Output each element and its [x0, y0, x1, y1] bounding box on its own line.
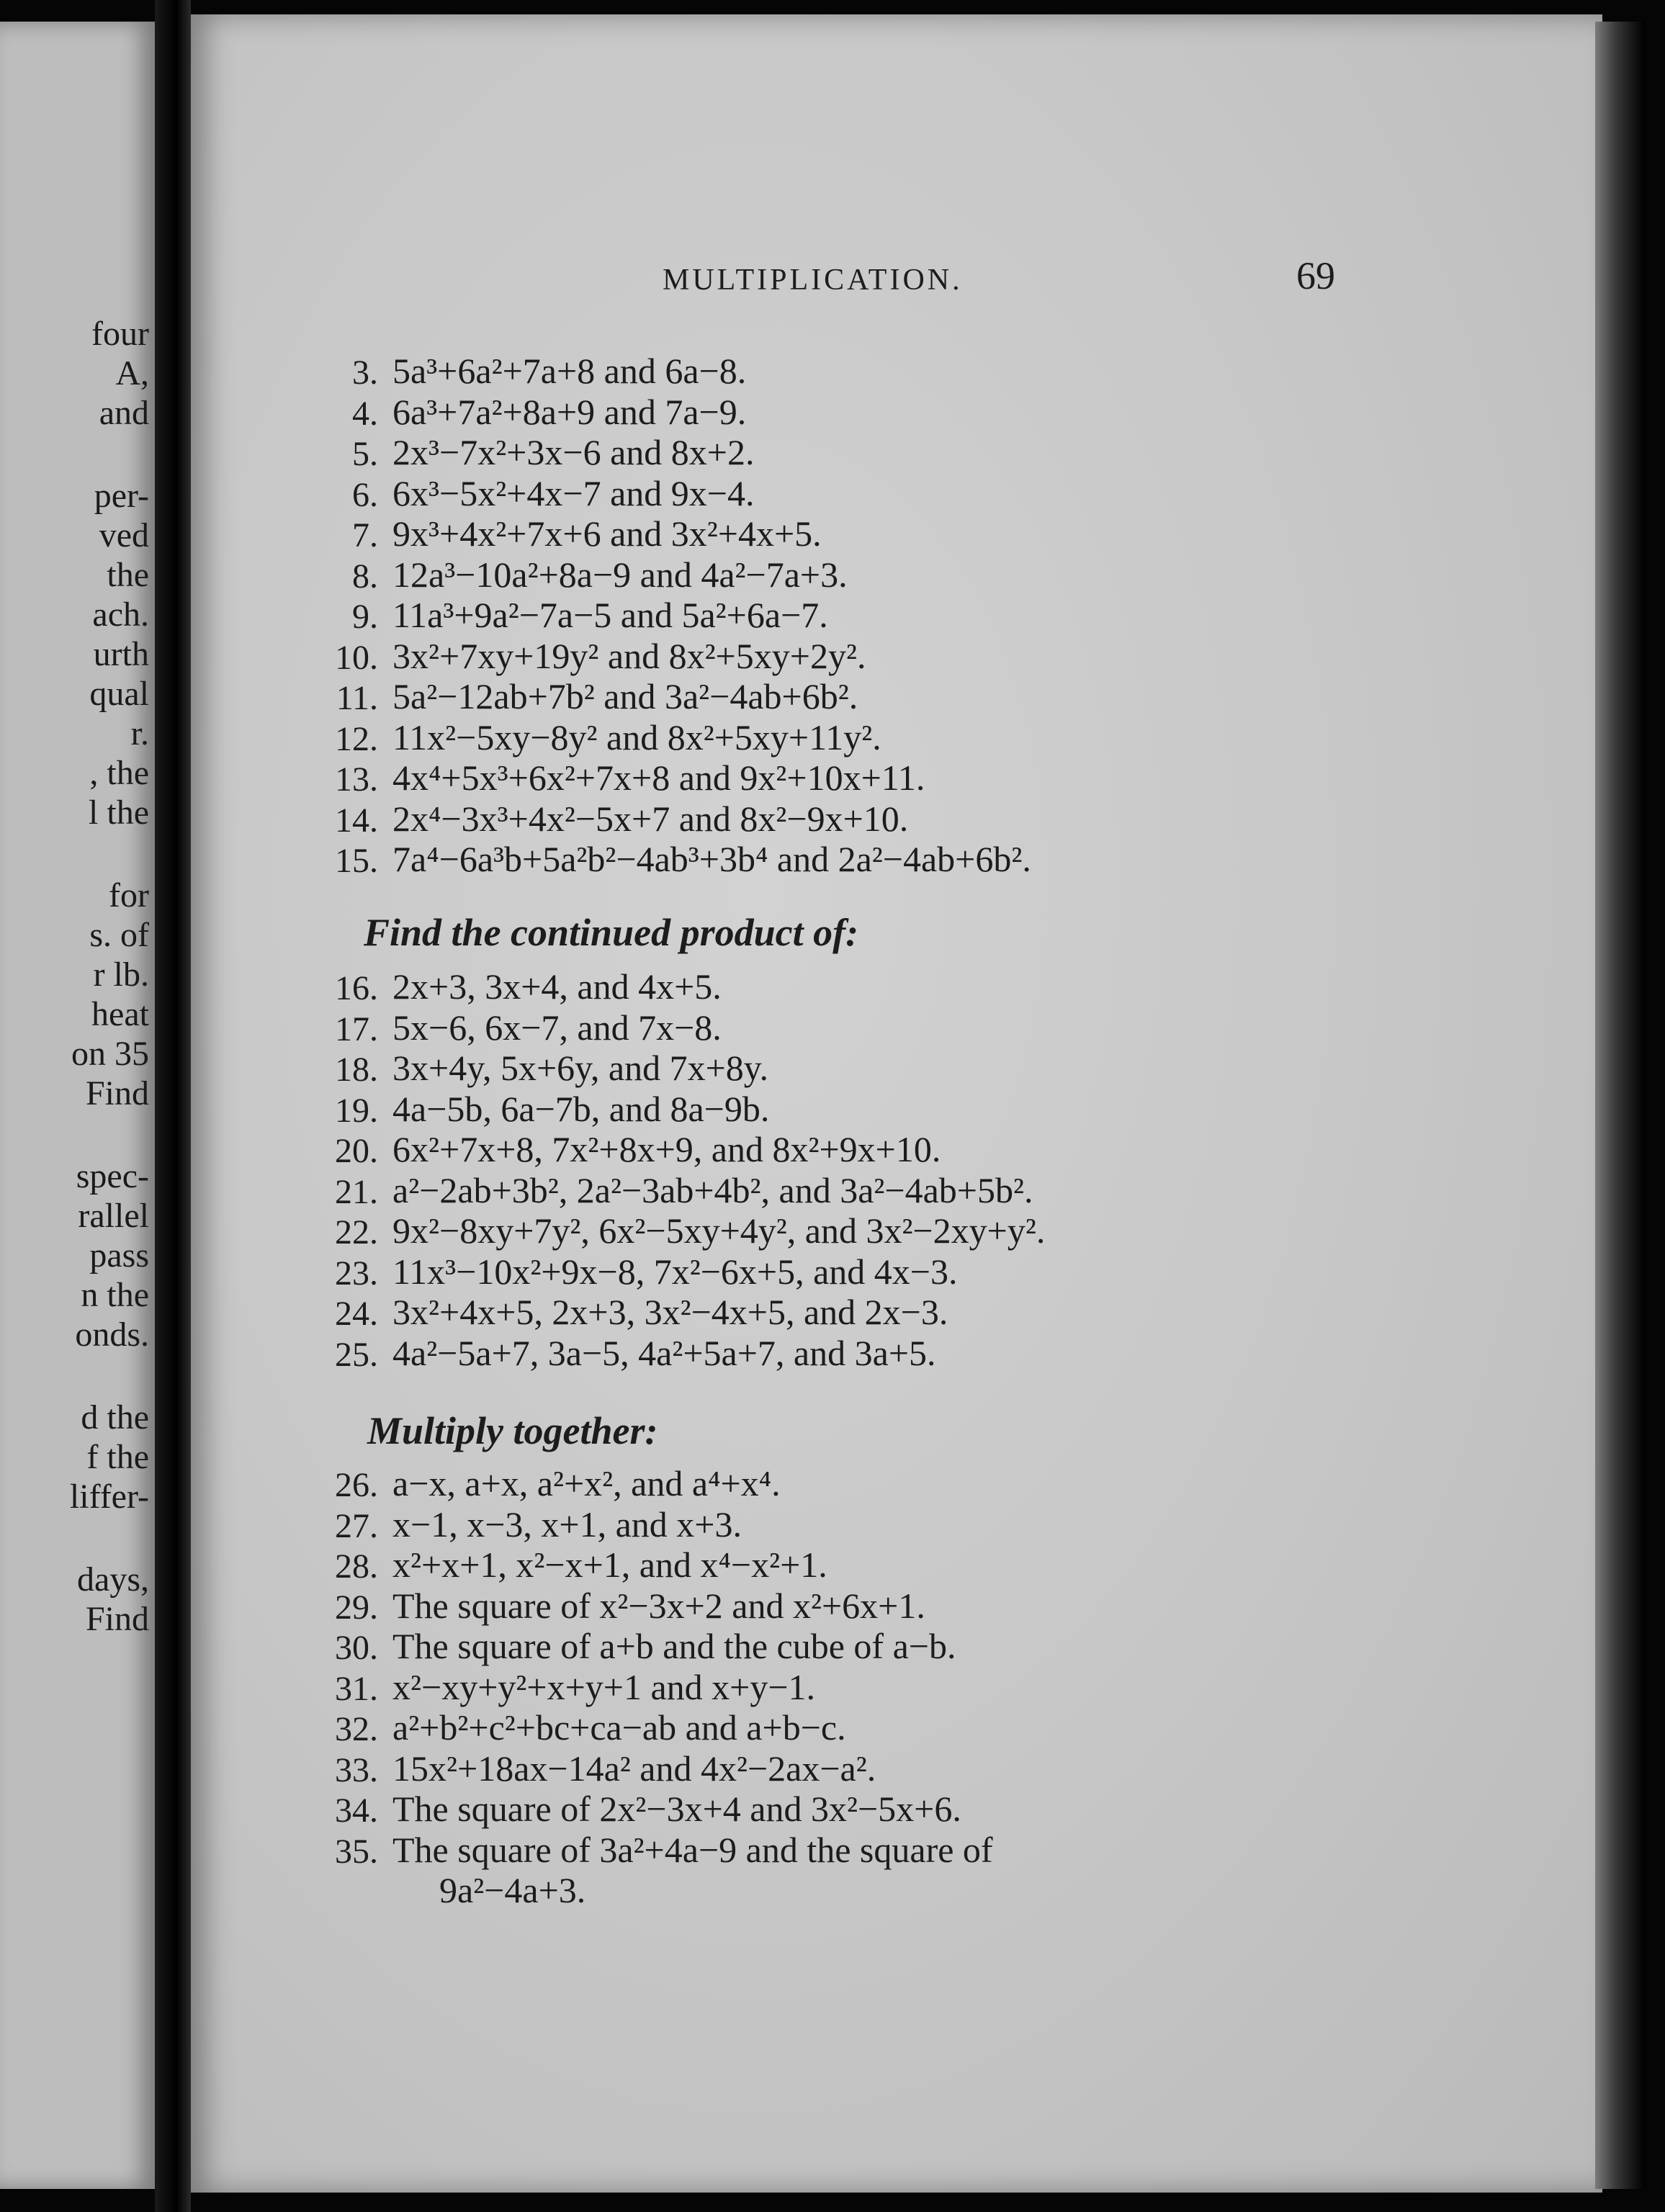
problem-number: 15.: [335, 842, 378, 880]
problem-expression: 6x³−5x²+4x−7 and 9x−4.: [392, 472, 755, 513]
problem-number: 22.: [335, 1213, 378, 1251]
problem-expression: 11a³+9a²−7a−5 and 5a²+6a−7.: [392, 595, 828, 635]
problem-number: 11.: [336, 679, 378, 717]
left-page-text-fragment: urth: [93, 635, 149, 673]
problem-expression: 6x²+7x+8, 7x²+8x+9, and 8x²+9x+10.: [392, 1129, 941, 1169]
problem-expression: a−x, a+x, a²+x², and a⁴+x⁴.: [392, 1463, 781, 1503]
left-page-text-fragment: n the: [81, 1276, 149, 1314]
problem-expression: 9x²−8xy+7y², 6x²−5xy+4y², and 3x²−2xy+y².: [392, 1210, 1046, 1251]
left-page-text-fragment: r lb.: [93, 956, 149, 994]
left-page-text-fragment: spec-: [76, 1157, 149, 1195]
left-page-text-fragment: pass: [89, 1236, 149, 1274]
problem-expression: 5a²−12ab+7b² and 3a²−4ab+6b².: [392, 676, 858, 716]
left-page-text-fragment: f the: [86, 1438, 149, 1476]
left-page-text-fragment: heat: [91, 995, 149, 1033]
problem-number: 34.: [335, 1791, 378, 1830]
problem-expression: 9a²−4a+3.: [439, 1870, 586, 1910]
problem-expression: 5a³+6a²+7a+8 and 6a−8.: [392, 351, 747, 391]
left-facing-page: [0, 22, 155, 2189]
problem-number: 9.: [352, 598, 378, 636]
problem-number: 19.: [335, 1091, 378, 1130]
left-page-text-fragment: r.: [130, 714, 149, 752]
problem-expression: x−1, x−3, x+1, and x+3.: [392, 1503, 742, 1545]
problem-number: 12.: [335, 719, 378, 758]
problem-number: 23.: [335, 1254, 378, 1292]
page-number: 69: [1296, 254, 1335, 297]
problem-expression: 15x²+18ax−14a² and 4x²−2ax−a².: [392, 1748, 876, 1789]
left-page-text-fragment: d the: [81, 1398, 149, 1437]
problem-expression: 12a³−10a²+8a−9 and 4a²−7a+3.: [392, 554, 848, 595]
running-header-title: MULTIPLICATION.: [663, 264, 963, 297]
section-heading-multiply-together: Multiply together:: [367, 1409, 658, 1452]
problem-number: 16.: [335, 969, 378, 1007]
left-page-text-fragment: for: [109, 876, 149, 914]
problem-number: 10.: [335, 638, 378, 677]
problem-expression: 6a³+7a²+8a+9 and 7a−9.: [392, 391, 747, 432]
problem-number: 13.: [335, 760, 378, 799]
left-page-text-fragment: ved: [99, 516, 149, 554]
problem-expression: x²−xy+y²+x+y+1 and x+y−1.: [392, 1666, 816, 1707]
left-page-text-fragment: four: [91, 315, 149, 353]
left-page-text-fragment: l the: [89, 793, 149, 832]
section-heading-continued-product: Find the continued product of:: [364, 911, 859, 954]
book-gutter: [155, 0, 191, 2212]
problem-expression: 3x²+4x+5, 2x+3, 3x²−4x+5, and 2x−3.: [392, 1292, 948, 1332]
problem-number: 14.: [335, 801, 378, 840]
left-page-text-fragment: the: [107, 556, 149, 594]
problem-number: 24.: [335, 1295, 378, 1333]
problem-expression: 2x³−7x²+3x−6 and 8x+2.: [392, 432, 755, 472]
problem-number: 32.: [335, 1710, 378, 1748]
problem-number: 25.: [335, 1335, 378, 1374]
left-page-text-fragment: s. of: [89, 916, 149, 954]
left-page-text-fragment: ach.: [92, 595, 149, 634]
left-page-text-fragment: on 35: [71, 1035, 149, 1073]
problem-expression: 9x³+4x²+7x+6 and 3x²+4x+5.: [392, 513, 822, 554]
problem-number: 26.: [335, 1466, 378, 1504]
problem-expression: 7a⁴−6a³b+5a²b²−4ab³+3b⁴ and 2a²−4ab+6b².: [392, 839, 1031, 879]
problem-number: 29.: [335, 1588, 378, 1627]
problem-expression: a²+b²+c²+bc+ca−ab and a+b−c.: [392, 1707, 846, 1748]
problem-number: 21.: [335, 1172, 378, 1211]
left-page-text-fragment: liffer-: [69, 1478, 149, 1516]
problem-number: 20.: [335, 1132, 378, 1170]
problem-expression: 4x⁴+5x³+6x²+7x+8 and 9x²+10x+11.: [392, 757, 925, 798]
problem-number: 33.: [335, 1750, 378, 1789]
problem-number: 31.: [335, 1669, 378, 1708]
left-page-text-fragment: and: [99, 394, 149, 432]
problem-expression: 11x³−10x²+9x−8, 7x²−6x+5, and 4x−3.: [392, 1251, 958, 1292]
problem-number: 27.: [335, 1506, 378, 1545]
problem-expression: x²+x+1, x²−x+1, and x⁴−x²+1.: [392, 1545, 827, 1585]
problem-number: 7.: [352, 516, 378, 554]
problem-number: 5.: [352, 435, 378, 473]
left-page-text-fragment: Find: [85, 1074, 149, 1112]
problem-expression: 5x−6, 6x−7, and 7x−8.: [392, 1007, 722, 1048]
problem-expression: 3x²+7xy+19y² and 8x²+5xy+2y².: [392, 635, 866, 676]
problem-expression: The square of a+b and the cube of a−b.: [392, 1626, 956, 1666]
problem-number: 4.: [352, 394, 378, 433]
problem-expression: 3x+4y, 5x+6y, and 7x+8y.: [392, 1048, 769, 1088]
problem-number: 35.: [335, 1832, 378, 1871]
left-page-text-fragment: , the: [89, 754, 149, 792]
problem-number: 17.: [335, 1010, 378, 1048]
problem-expression: 2x+3, 3x+4, and 4x+5.: [392, 966, 722, 1007]
left-page-text-fragment: per-: [94, 477, 149, 515]
problem-number: 30.: [335, 1629, 378, 1667]
problem-expression: The square of 2x²−3x+4 and 3x²−5x+6.: [392, 1789, 961, 1829]
problem-expression: 11x²−5xy−8y² and 8x²+5xy+11y².: [392, 716, 881, 757]
problem-expression: 4a−5b, 6a−7b, and 8a−9b.: [392, 1088, 770, 1129]
problem-expression: The square of 3a²+4a−9 and the square of: [392, 1829, 993, 1870]
problem-expression: a²−2ab+3b², 2a²−3ab+4b², and 3a²−4ab+5b².: [392, 1169, 1033, 1210]
problem-expression: 2x⁴−3x³+4x²−5x+7 and 8x²−9x+10.: [392, 798, 909, 839]
problem-number: 3.: [352, 354, 378, 392]
left-page-text-fragment: A,: [115, 354, 149, 392]
left-page-text-fragment: rallel: [78, 1197, 149, 1235]
problem-expression: The square of x²−3x+2 and x²+6x+1.: [392, 1585, 925, 1626]
left-page-text-fragment: Find: [85, 1600, 149, 1638]
problem-number: 28.: [335, 1547, 378, 1586]
page-edge-shadow: [1595, 22, 1646, 2189]
problem-number: 8.: [352, 557, 378, 595]
problem-number: 18.: [335, 1051, 378, 1089]
left-page-text-fragment: qual: [89, 675, 149, 713]
left-page-text-fragment: days,: [77, 1560, 149, 1599]
problem-expression: 4a²−5a+7, 3a−5, 4a²+5a+7, and 3a+5.: [392, 1332, 936, 1373]
problem-number: 6.: [352, 475, 378, 514]
left-page-text-fragment: onds.: [75, 1316, 149, 1354]
